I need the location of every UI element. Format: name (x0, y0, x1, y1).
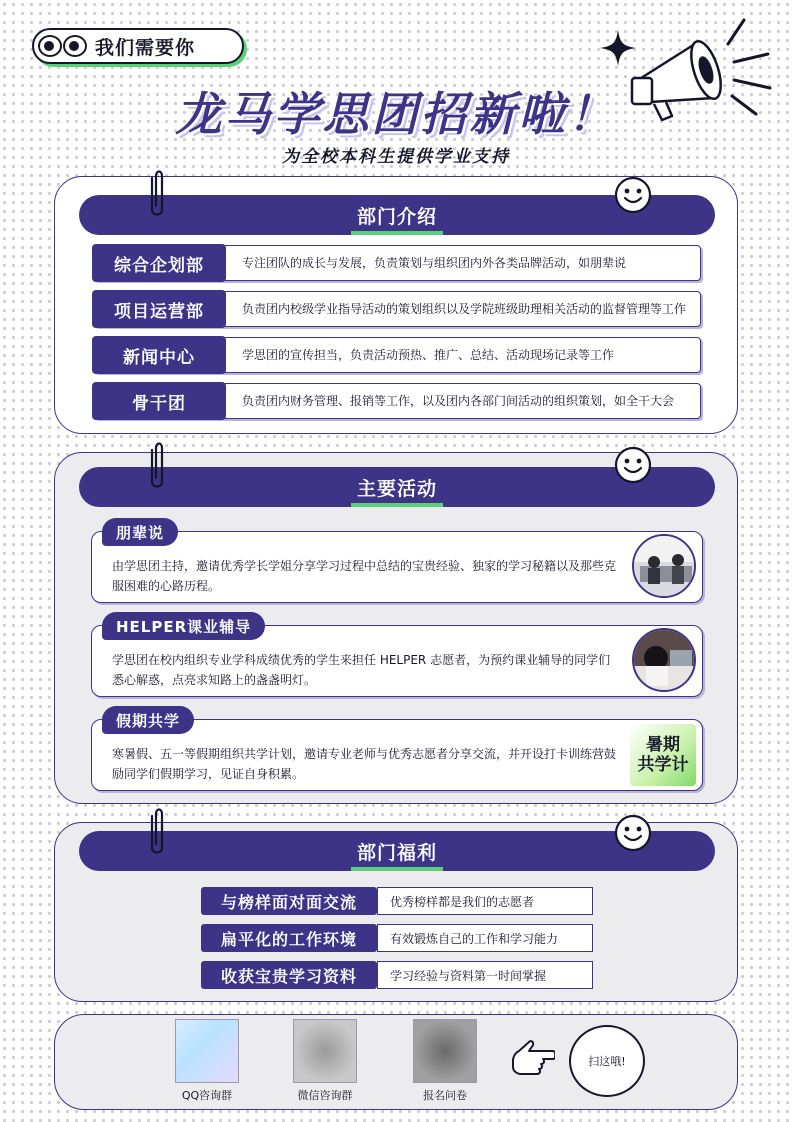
qr-label: 报名问卷 (423, 1089, 467, 1102)
summer-study-badge (630, 724, 696, 786)
qr-code-image (175, 1019, 239, 1083)
pointing-hand-icon (509, 1037, 555, 1077)
benefit-row (201, 924, 593, 952)
scan-text: 扫这哦! (588, 1055, 626, 1068)
dept-row (93, 383, 701, 419)
badge-line1: 暑期 (646, 735, 680, 755)
dept-desc: 负责团内校级学业指导活动的策划组织以及学院班级助理相关活动的监督管理等工作 (242, 301, 687, 316)
benefit-row (201, 961, 593, 989)
department-section-title: 部门介绍 (351, 202, 443, 229)
paper-clip-icon (146, 170, 168, 220)
dept-desc: 专注团队的成长与发展，负责策划与组织团内外各类品牌活动，如朋辈说 (242, 255, 627, 270)
activity-photo (632, 628, 696, 692)
benefit-name: 收获宝贵学习资料 (201, 961, 377, 989)
paper-clip-icon (146, 808, 168, 858)
smiley-icon (614, 176, 652, 214)
dept-row (93, 245, 701, 281)
poster-title: 龙马学思团招新啦！ (175, 87, 617, 141)
signup-survey-qr[interactable] (413, 1019, 477, 1083)
dept-row (93, 337, 701, 373)
activity-photo (632, 534, 696, 598)
smiley-icon (614, 814, 652, 852)
dept-desc: 学思团的宣传担当，负责活动预热、推广、总结、活动现场记录等工作 (242, 347, 615, 362)
benefits-section-title: 部门福利 (351, 838, 443, 865)
activities-section (54, 452, 738, 804)
activity-desc: 寒暑假、五一等假期组织共学计划，邀请专业老师与优秀志愿者分享交流，并开设打卡训练营鼓励同学们假期学习，见证自身积累。 (112, 747, 617, 781)
activity-card (91, 617, 703, 697)
smiley-icon (614, 446, 652, 484)
scan-badge (569, 1025, 645, 1097)
activity-name: 假期共学 (102, 706, 194, 734)
footer-section (54, 1014, 738, 1110)
dept-row (93, 291, 701, 327)
qr-label: 微信咨询群 (297, 1089, 353, 1102)
benefit-desc: 学习经验与资料第一时间掌握 (377, 961, 593, 989)
qr-code-image (413, 1019, 477, 1083)
qq-group-qr[interactable] (175, 1019, 239, 1083)
wechat-group-qr[interactable] (293, 1019, 357, 1083)
badge-line2: 共学计 (637, 755, 689, 775)
paper-clip-icon (146, 442, 168, 492)
activity-name: HELPER课业辅导 (102, 612, 265, 640)
activity-card (91, 711, 703, 791)
benefit-name: 与榜样面对面交流 (201, 887, 377, 915)
dept-name: 项目运营部 (92, 290, 226, 328)
dept-name: 综合企划部 (92, 244, 226, 282)
dept-desc: 负责团内财务管理、报销等工作，以及团内各部门间活动的组织策划，如全干大会 (242, 393, 675, 408)
activity-desc: 由学思团主持，邀请优秀学长学姐分享学习过程中总结的宝贵经验、独家的学习秘籍以及那些克服困难的心路历程。 (112, 559, 617, 593)
benefit-row (201, 887, 593, 915)
qr-label: QQ咨询群 (181, 1089, 233, 1102)
benefit-desc: 优秀榜样都是我们的志愿者 (377, 887, 593, 915)
qr-code-image (293, 1019, 357, 1083)
activities-section-title: 主要活动 (351, 474, 443, 501)
activity-card (91, 523, 703, 603)
benefit-desc: 有效锻炼自己的工作和学习能力 (377, 924, 593, 952)
dept-name: 新闻中心 (92, 336, 226, 374)
activity-desc: 学思团在校内组织专业学科成绩优秀的学生来担任 HELPER 志愿者，为预约课业辅导的同学们悉心解惑，点亮求知路上的盏盏明灯。 (112, 653, 611, 687)
poster-subtitle: 为全校本科生提供学业支持 (282, 147, 510, 167)
activity-name: 朋辈说 (102, 518, 178, 546)
dept-name: 骨干团 (92, 382, 226, 420)
eyes-icon (38, 35, 87, 57)
header-tag (32, 28, 244, 64)
header-tag-text: 我们需要你 (95, 36, 196, 59)
benefit-name: 扁平化的工作环境 (201, 924, 377, 952)
